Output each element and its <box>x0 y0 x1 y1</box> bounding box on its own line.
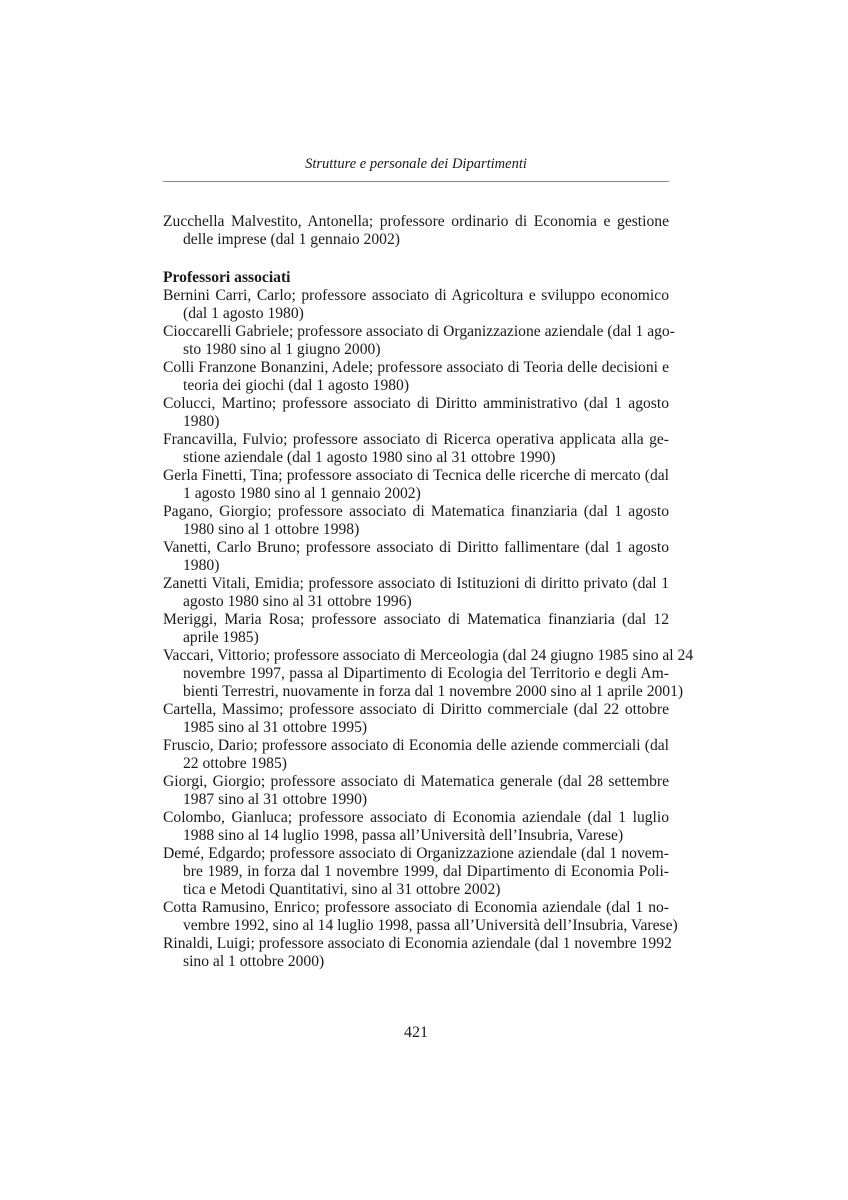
entry-line: Vanetti, Carlo Bruno; professore associato di Diritto fallimentare (dal 1 agosto <box>163 539 669 556</box>
list-item <box>163 773 669 809</box>
list-item <box>163 899 678 935</box>
list-item <box>163 575 669 611</box>
list-item <box>163 701 669 737</box>
list-item <box>163 467 669 503</box>
entry-line: 1980 sino al 1 ottobre 1998) <box>183 521 360 538</box>
list-item <box>163 323 675 359</box>
entry-line: tica e Metodi Quantitativi, sino al 31 ottobre 2002) <box>183 881 501 898</box>
entry-line: Vaccari, Vittorio; professore associato di Merceologia (dal 24 giugno 1985 sino al 24 <box>163 647 694 664</box>
entry-line: Demé, Edgardo; professore associato di Organizzazione aziendale (dal 1 novem- <box>163 845 669 862</box>
entry-line: Cartella, Massimo; professore associato di Diritto commerciale (dal 22 ottobre <box>163 701 669 718</box>
section-heading: Professori associati <box>163 269 291 286</box>
list-item <box>163 737 669 773</box>
page-number: 421 <box>404 1024 428 1041</box>
entry-list <box>163 287 694 971</box>
entry-line: delle imprese (dal 1 gennaio 2002) <box>183 231 400 248</box>
entry-line: Meriggi, Maria Rosa; professore associato di Matematica finanziaria (dal 12 <box>163 611 669 628</box>
entry-line: Fruscio, Dario; professore associato di Economia delle aziende commerciali (dal <box>163 737 669 754</box>
entry-line: Cotta Ramusino, Enrico; professore associato di Economia aziendale (dal 1 no- <box>163 899 669 916</box>
entry-line: Zucchella Malvestito, Antonella; professore ordinario di Economia e gestione <box>163 213 669 230</box>
entry-line: Giorgi, Giorgio; professore associato di Matematica generale (dal 28 settembre <box>163 773 669 790</box>
entry-line: 1980) <box>183 413 220 430</box>
list-item <box>163 539 669 575</box>
entry-line: 1985 sino al 31 ottobre 1995) <box>183 719 368 736</box>
header-rule <box>163 181 669 182</box>
list-item <box>163 935 672 971</box>
entry-line: 1980) <box>183 557 220 574</box>
list-item <box>163 395 669 431</box>
list-item <box>163 845 669 899</box>
list-item <box>163 809 669 845</box>
entry-line: bienti Terrestri, nuovamente in forza dal 1 novembre 2000 sino al 1 aprile 2001) <box>183 683 684 700</box>
list-item <box>163 359 669 395</box>
entry-line: novembre 1997, passa al Dipartimento di Ecologia del Territorio e degli Am- <box>183 665 669 682</box>
list-item <box>163 647 694 701</box>
running-head: Strutture e personale dei Dipartimenti <box>305 156 527 172</box>
list-item <box>163 431 669 467</box>
entry-line: 22 ottobre 1985) <box>183 755 287 772</box>
list-item <box>163 503 669 539</box>
entry-line: sto 1980 sino al 1 giugno 2000) <box>183 341 381 358</box>
entry-line: bre 1989, in forza dal 1 novembre 1999, dal Dipartimento di Economia Poli- <box>183 863 669 880</box>
entry-line: (dal 1 agosto 1980) <box>183 305 304 322</box>
entry-line: 1987 sino al 31 ottobre 1990) <box>183 791 368 808</box>
entry-line: Bernini Carri, Carlo; professore associato di Agricoltura e sviluppo economico <box>163 287 669 304</box>
entry-line: Zanetti Vitali, Emidia; professore associato di Istituzioni di diritto privato (dal 1 <box>163 575 669 592</box>
entry-line: Colli Franzone Bonanzini, Adele; professore associato di Teoria delle decisioni e <box>163 359 669 376</box>
entry-line: Cioccarelli Gabriele; professore associato di Organizzazione aziendale (dal 1 ago- <box>163 323 675 340</box>
entry-line: Pagano, Giorgio; professore associato di Matematica finanziaria (dal 1 agosto <box>163 503 669 520</box>
intro-entries <box>163 213 669 249</box>
entry-line: Colombo, Gianluca; professore associato di Economia aziendale (dal 1 luglio <box>163 809 669 826</box>
entry-line: Gerla Finetti, Tina; professore associato di Tecnica delle ricerche di mercato (dal <box>163 467 669 484</box>
entry-line: 1 agosto 1980 sino al 1 gennaio 2002) <box>183 485 421 502</box>
list-item <box>163 287 669 323</box>
entry-line: sino al 1 ottobre 2000) <box>183 953 325 970</box>
list-item <box>163 213 669 249</box>
entry-line: Rinaldi, Luigi; professore associato di Economia aziendale (dal 1 novembre 1992 <box>163 935 672 952</box>
entry-line: 1988 sino al 14 luglio 1998, passa all’Università dell’Insubria, Varese) <box>183 827 624 844</box>
entry-line: stione aziendale (dal 1 agosto 1980 sino al 31 ottobre 1990) <box>183 449 556 466</box>
entry-line: teoria dei giochi (dal 1 agosto 1980) <box>183 377 410 394</box>
entry-line: aprile 1985) <box>183 629 259 646</box>
entry-line: Colucci, Martino; professore associato di Diritto amministrativo (dal 1 agosto <box>163 395 669 412</box>
list-item <box>163 611 669 647</box>
entry-line: vembre 1992, sino al 14 luglio 1998, passa all’Università dell’Insubria, Varese) <box>183 917 678 934</box>
page-body <box>163 213 694 971</box>
entry-line: agosto 1980 sino al 31 ottobre 1996) <box>183 593 412 610</box>
entry-line: Francavilla, Fulvio; professore associato di Ricerca operativa applicata alla ge- <box>163 431 669 448</box>
